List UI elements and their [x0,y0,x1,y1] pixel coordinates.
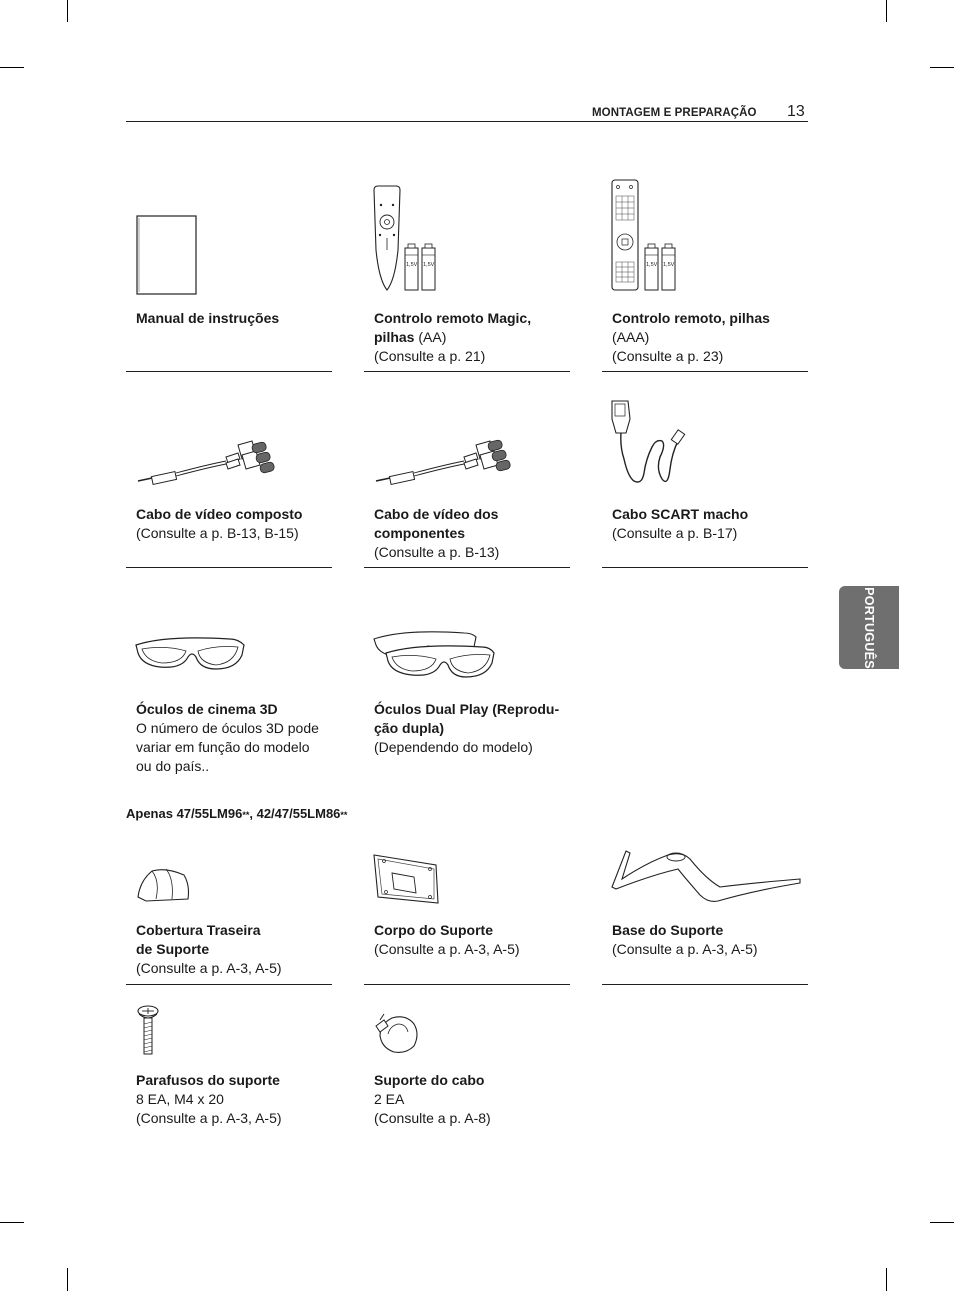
crop-mark [67,0,68,22]
component-title: Cabo de vídeo dos [374,506,499,522]
item-stand-screws [126,1000,332,1130]
manual-title: Manual de instruções [136,310,280,326]
item-divider [126,371,332,372]
model-note-part-2: , 42/47/55LM86 [249,806,341,821]
model-note-asterisk: ** [242,810,250,820]
composite-cable-icon [126,395,332,500]
language-tab [839,586,899,669]
magic-remote-title: Controlo remoto Magic, [374,310,532,326]
3d-glasses-icon [126,605,332,695]
crop-mark [930,67,954,68]
item-manual [126,170,332,373]
glasses-note-1: O número de óculos 3D pode [136,720,319,736]
stand-body-ref: (Consulte a p. A-3, A-5) [374,941,520,957]
dual-play-title: Óculos Dual Play (Reprodu- [374,701,560,717]
battery-label: 1,5V [406,262,418,268]
item-divider [364,984,570,985]
item-3d-glasses [126,605,332,785]
item-remote [602,170,808,373]
crop-mark [0,67,24,68]
item-divider [126,984,332,985]
stand-base-ref: (Consulte a p. A-3, A-5) [612,941,758,957]
composite-ref: (Consulte a p. B-13, B-15) [136,525,299,541]
crop-mark [67,1268,68,1291]
item-divider [364,371,570,372]
glasses-note-2: variar em função do modelo [136,739,310,755]
dual-play-glasses-icon [364,605,570,695]
item-component-cable [364,395,570,569]
item-scart-cable [602,395,808,569]
item-stand-body [364,845,570,986]
model-note-part-1: Apenas 47/55LM96 [126,806,243,821]
model-note [126,806,347,821]
screws-ref: (Consulte a p. A-3, A-5) [136,1110,282,1126]
rear-cover-title-2: de Suporte [136,941,210,957]
item-stand-base [602,845,808,986]
remote-control-icon [602,170,808,300]
cable-holder-icon [364,1000,570,1070]
model-note-asterisk: ** [340,810,348,820]
glasses-note-3: ou do país.. [136,758,210,774]
item-dual-play-glasses [364,605,570,785]
composite-title: Cabo de vídeo composto [136,506,303,522]
manual-book-icon [126,170,332,300]
scart-ref: (Consulte a p. B-17) [612,525,738,541]
scart-title: Cabo SCART macho [612,506,749,522]
section-title: MONTAGEM E PREPARAÇÃO [592,107,757,119]
remote-battery-type: (AAA) [612,329,650,345]
item-divider [126,567,332,568]
item-divider [364,567,570,568]
language-tab-label: PORTUGUÊS [862,587,876,669]
stand-body-title: Corpo do Suporte [374,922,493,938]
item-stand-rear-cover [126,845,332,986]
screw-icon [126,1000,332,1070]
magic-remote-title-2: pilhas [374,329,415,345]
battery-label: 1,5V [646,262,658,268]
glasses-title: Óculos de cinema 3D [136,701,278,717]
crop-mark [886,1268,887,1291]
battery-label: 1,5V [423,262,435,268]
cable-holder-qty: 2 EA [374,1091,405,1107]
dual-play-ref: (Dependendo do modelo) [374,739,533,755]
component-title-2: componentes [374,525,466,541]
magic-remote-ref: (Consulte a p. 21) [374,348,486,364]
screws-qty: 8 EA, M4 x 20 [136,1091,224,1107]
magic-remote-icon [364,170,570,300]
stand-rear-cover-icon [126,845,332,915]
item-divider [602,371,808,372]
battery-label: 1,5V [663,262,675,268]
remote-ref: (Consulte a p. 23) [612,348,724,364]
rear-cover-title: Cobertura Traseira [136,922,261,938]
item-divider [602,567,808,568]
stand-body-icon [364,845,570,915]
header-rule [126,121,808,122]
dual-play-title-2: ção dupla) [374,720,445,736]
component-ref: (Consulte a p. B-13) [374,544,500,560]
stand-base-title: Base do Suporte [612,922,724,938]
item-divider [602,984,808,985]
item-cable-holder [364,1000,570,1130]
magic-remote-battery-type: (AA) [414,329,447,345]
remote-title: Controlo remoto, pilhas [612,310,770,326]
item-magic-remote [364,170,570,373]
screws-title: Parafusos do suporte [136,1072,280,1088]
page-number: 13 [787,103,805,120]
scart-cable-icon [602,395,808,500]
cable-holder-title: Suporte do cabo [374,1072,485,1088]
rear-cover-ref: (Consulte a p. A-3, A-5) [136,960,282,976]
component-cable-icon [364,395,570,500]
crop-mark [930,1222,954,1223]
item-composite-cable [126,395,332,569]
cable-holder-ref: (Consulte a p. A-8) [374,1110,491,1126]
stand-base-icon [602,845,808,915]
crop-mark [0,1222,24,1223]
crop-mark [886,0,887,22]
